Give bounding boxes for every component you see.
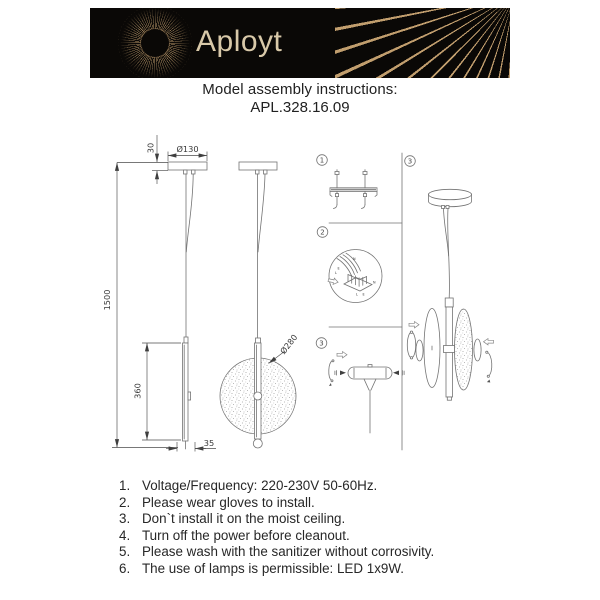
step-badge-1 <box>317 155 328 166</box>
step-badge-3b <box>405 156 416 167</box>
item-text: Please wash with the sanitizer without corrosivity. <box>142 544 435 559</box>
canopy-assembled <box>348 367 392 379</box>
item-number: 2. <box>119 494 131 510</box>
light-bar-side <box>183 343 189 441</box>
step-3-canopy-diagram <box>329 352 404 434</box>
push-arrow-icon <box>337 352 347 358</box>
side-view <box>168 162 207 449</box>
brand-banner <box>90 8 510 78</box>
item-text: Don`t install it on the moist ceiling. <box>142 511 346 526</box>
step-1-bracket-diagram <box>330 170 377 209</box>
front-view <box>220 162 299 448</box>
mount-ring-left <box>407 332 415 358</box>
item-text: Please wear gloves to install. <box>142 494 315 510</box>
dim-body-height: 360 <box>132 383 143 399</box>
svg-text:N: N <box>373 280 376 285</box>
rod-top-cap <box>445 298 453 307</box>
dim-canopy-height: 30 <box>145 142 156 154</box>
step-badge-2 <box>317 227 328 238</box>
step-2-wiring-diagram <box>328 250 382 303</box>
instruction-item <box>119 528 434 545</box>
item-number: 5. <box>119 544 131 559</box>
item-number: 4. <box>119 527 131 543</box>
svg-text:L: L <box>335 271 337 275</box>
dim-body-offset: 35 <box>203 438 215 448</box>
mount-ring-right <box>474 339 481 361</box>
instruction-item <box>119 544 434 561</box>
dim-disc-diameter: Ø280 <box>277 332 300 356</box>
side-view-dimensions <box>102 135 216 452</box>
instruction-item <box>119 478 434 495</box>
step-3-exploded-view <box>407 189 493 400</box>
canopy-side <box>168 162 207 170</box>
svg-text:E: E <box>337 266 340 271</box>
rod-mid-connector <box>444 346 455 353</box>
instruction-item <box>119 561 434 578</box>
light-bar-front <box>255 343 262 439</box>
dim-total-height: 1500 <box>102 289 112 311</box>
instruction-item <box>119 511 434 528</box>
slide-arrow-left-icon <box>484 339 494 345</box>
corner-rays-icon <box>335 8 510 78</box>
svg-text:1: 1 <box>319 156 325 165</box>
slide-arrow-right-icon <box>409 322 419 328</box>
screw-arrow-left-icon <box>340 371 346 376</box>
item-text: Voltage/Frequency: 220-230V 50-60Hz. <box>142 478 378 493</box>
svg-text:N: N <box>353 257 356 261</box>
sunburst-core <box>141 29 169 57</box>
model-number: APL.328.16.09 <box>250 99 350 116</box>
instruction-item <box>119 495 434 512</box>
item-number: 6. <box>119 560 131 576</box>
instructions-list <box>119 478 434 577</box>
canopy-front <box>239 162 277 170</box>
step-badge-3 <box>316 338 327 349</box>
svg-text:L: L <box>356 292 358 297</box>
svg-text:E: E <box>362 292 365 297</box>
technical-drawing <box>85 128 515 473</box>
dim-canopy-diameter: Ø130 <box>176 144 199 154</box>
disc-half-textured <box>455 309 473 390</box>
page-title: Model assembly instructions: <box>202 81 398 98</box>
item-text: The use of lamps is permissible: LED 1x9W. <box>142 560 404 576</box>
canopy-isometric <box>429 189 472 199</box>
assembly-steps <box>316 153 493 450</box>
item-text: Turn off the power before cleanout. <box>142 527 350 543</box>
svg-text:3: 3 <box>407 157 413 166</box>
svg-text:2: 2 <box>320 228 325 237</box>
brand-name: Aployt <box>196 25 283 58</box>
svg-text:3: 3 <box>319 339 324 348</box>
item-number: 1. <box>119 478 131 493</box>
item-number: 3. <box>119 511 131 526</box>
screw-arrow-right-icon <box>393 371 399 376</box>
